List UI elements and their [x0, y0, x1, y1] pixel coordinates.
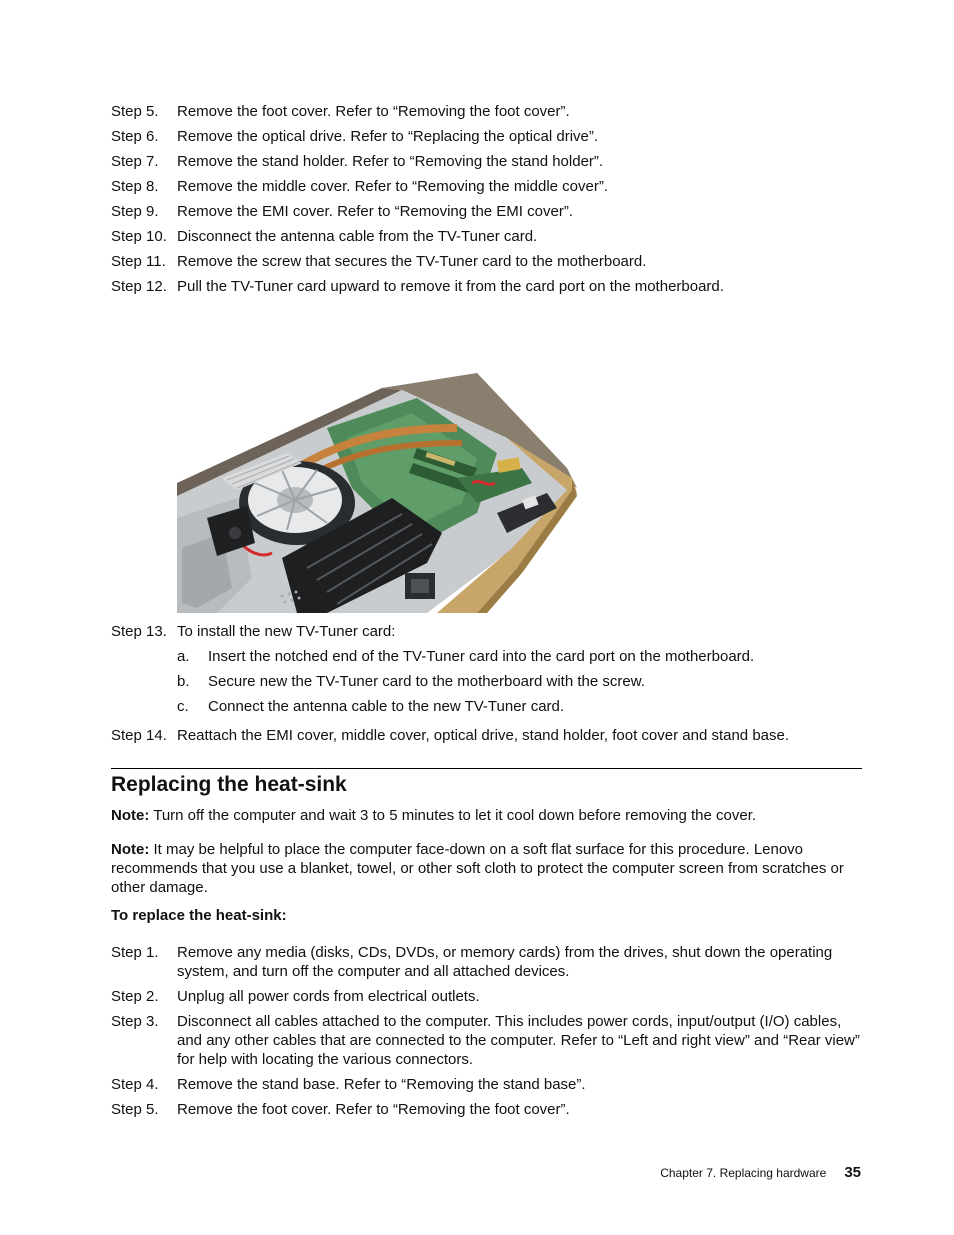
step-item	[111, 102, 863, 121]
motherboard-illustration	[177, 318, 643, 613]
substep-text: Connect the antenna cable to the new TV-Tuner card.	[208, 698, 565, 715]
step-item	[111, 1012, 863, 1069]
step-item	[111, 227, 863, 246]
step-text: Unplug all power cords from electrical outlets.	[177, 988, 480, 1005]
step-text: Remove the middle cover. Refer to “Removing the middle cover”.	[177, 178, 609, 195]
note-text: Turn off the computer and wait 3 to 5 minutes to let it cool down before removing the cover.	[149, 807, 757, 824]
substep-letter: a.	[177, 648, 190, 665]
step-item	[111, 1075, 863, 1094]
step-text: Remove the optical drive. Refer to “Replacing the optical drive”.	[177, 128, 599, 145]
step-number: Step 7.	[111, 153, 159, 170]
step-number: Step 4.	[111, 1076, 159, 1093]
substep-item	[177, 672, 863, 691]
step-number: Step 5.	[111, 103, 159, 120]
page-footer	[660, 1163, 861, 1183]
substep-list	[177, 647, 863, 722]
section-divider	[111, 768, 862, 769]
step-text: Remove any media (disks, CDs, DVDs, or memory cards) from the drives, shut down the operating system, and turn off the computer and all attached devices.	[177, 944, 833, 980]
step-text: Remove the screw that secures the TV-Tuner card to the motherboard.	[177, 253, 647, 270]
step-number: Step 8.	[111, 178, 159, 195]
step-item	[111, 943, 863, 981]
note-label: Note:	[111, 841, 150, 858]
step-item	[111, 152, 863, 171]
step-text: Remove the stand base. Refer to “Removing the stand base”.	[177, 1076, 586, 1093]
step-number: Step 14.	[111, 727, 167, 744]
substep-letter: c.	[177, 698, 189, 715]
step-item	[111, 127, 863, 146]
footer-chapter: Chapter 7. Replacing hardware	[660, 1166, 827, 1180]
page-number: 35	[844, 1164, 861, 1181]
step-number: Step 2.	[111, 988, 159, 1005]
step-number: Step 5.	[111, 1101, 159, 1118]
note-label: Note:	[111, 807, 150, 824]
step-text: Disconnect the antenna cable from the TV-Tuner card.	[177, 228, 538, 245]
step-text: Remove the stand holder. Refer to “Removing the stand holder”.	[177, 153, 604, 170]
substep-text: Secure new the TV-Tuner card to the motherboard with the screw.	[208, 673, 645, 690]
step-text: To install the new TV-Tuner card:	[177, 623, 396, 640]
step-item	[111, 277, 863, 296]
step-text: Remove the foot cover. Refer to “Removing the foot cover”.	[177, 1101, 570, 1118]
substep-item	[177, 697, 863, 716]
tv-tuner-card-photo	[177, 318, 643, 613]
step-item	[111, 622, 863, 641]
step-number: Step 11.	[111, 253, 166, 270]
step-text: Remove the EMI cover. Refer to “Removing the EMI cover”.	[177, 203, 573, 220]
substep-item	[177, 647, 863, 666]
substep-text: Insert the notched end of the TV-Tuner card into the card port on the motherboard.	[208, 648, 755, 665]
step-item	[111, 1100, 863, 1119]
step-text: Remove the foot cover. Refer to “Removing the foot cover”.	[177, 103, 570, 120]
step-text: Disconnect all cables attached to the computer. This includes power cords, input/output (I/O) cables, and any other cables that are connected to the computer. Refer to “Left and right view” and “Rear view” for help with locating the various connectors.	[177, 1013, 860, 1068]
note-text: It may be helpful to place the computer face-down on a soft flat surface for this procedure. Lenovo recommends that you use a blanket, towel, or other soft cloth to protect the computer screen from scratches or other damage.	[111, 841, 844, 896]
step-number: Step 13.	[111, 623, 167, 640]
bottom-step-list	[111, 943, 863, 1125]
step-text: Reattach the EMI cover, middle cover, optical drive, stand holder, foot cover and stand base.	[177, 727, 790, 744]
step-number: Step 9.	[111, 203, 159, 220]
step-number: Step 3.	[111, 1013, 159, 1030]
note-cooldown	[111, 806, 863, 825]
step-item	[111, 726, 863, 745]
top-step-list	[111, 102, 863, 302]
step-item	[111, 177, 863, 196]
step-14	[111, 726, 863, 751]
step-number: Step 1.	[111, 944, 159, 961]
step-item	[111, 252, 863, 271]
step-13	[111, 622, 863, 647]
procedure-title: To replace the heat-sink:	[111, 907, 287, 924]
note-face-down	[111, 840, 863, 897]
step-text: Pull the TV-Tuner card upward to remove it from the card port on the motherboard.	[177, 278, 724, 295]
substep-letter: b.	[177, 673, 190, 690]
step-item	[111, 987, 863, 1006]
step-number: Step 12.	[111, 278, 167, 295]
step-number: Step 10.	[111, 228, 167, 245]
section-title: Replacing the heat-sink	[111, 773, 347, 796]
step-number: Step 6.	[111, 128, 159, 145]
step-item	[111, 202, 863, 221]
